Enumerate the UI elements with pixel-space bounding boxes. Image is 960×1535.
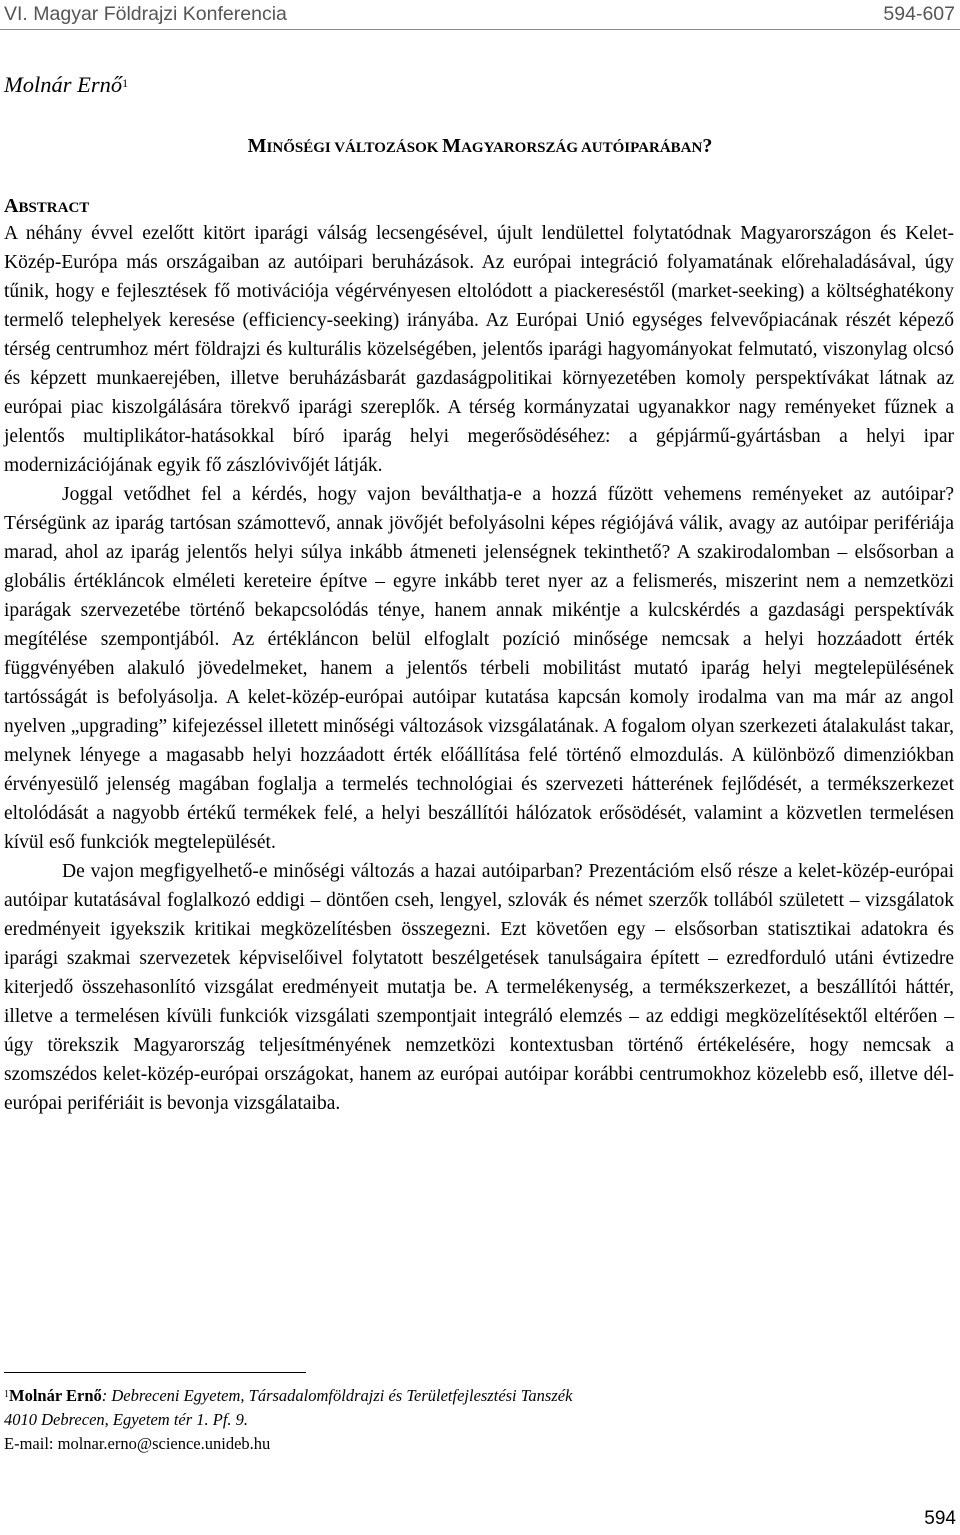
- footnote: [4, 1384, 572, 1456]
- footnote-address: 4010 Debrecen, Egyetem tér 1. Pf. 9.: [4, 1410, 249, 1429]
- abstract-paragraph: Joggal vetődhet fel a kérdés, hogy vajon beválthatja-e a hozzá fűzött vehemens reményeket az autóipar? Térségünk az iparág tartósan számottevő, annak jövőjét befolyásolni képes régiójává válik, avagy az autóipar perifériája marad, ahol az iparág jelentős helyi súlya inkább átmeneti jelenségnek tekinthető? A szakirodalomban – elsősorban a globális értékláncok elméleti kereteire építve – egyre inkább teret nyer az a felismerés, miszerint nem a nemzetközi iparágak szervezetébe történő bekapcsolódás ténye, hanem annak mikéntje a kulcskérdés a gazdasági perspektívák megítélése szempontjából. Az értékláncon belül elfoglalt pozíció minősége nemcsak a helyi hozzáadott érték függvényében alakuló jövedelmeket, hanem a jelentős térbeli mobilitást mutató iparág helyi megtelepülésének tartósságát is befolyásolja. A kelet-közép-európai autóipar kutatása kapcsán komoly irodalma van ma már az angol nyelven „upgrading” kifejezéssel illetett minőségi változások vizsgálatának. A fogalom olyan szerkezeti átalakulást takar, melynek lényege a magasabb helyi hozzáadott érték előállítása felé történő elmozdulás. A különböző dimenziókban érvényesülő jelenség magában foglalja a termelés technológiai és szervezeti hátterének fejlődését, a termékszerkezet eltolódását a nagyobb értékű termékek felé, a helyi beszállítói hálózatok erősödését, valamint a közvetlen termelésen kívül eső funkciók megtelepülését.: [4, 484, 954, 853]
- conference-name: VI. Magyar Földrajzi Konferencia: [4, 3, 287, 25]
- title-part: ?: [702, 135, 713, 157]
- footnote-email[interactable]: molnar.erno@science.unideb.hu: [57, 1434, 271, 1453]
- footnote-affiliation: : Debreceni Egyetem, Társadalomföldrajzi és Területfejlesztési Tanszék: [101, 1386, 573, 1405]
- author-name: Molnár Ernő: [4, 72, 123, 97]
- title-part: M: [442, 135, 462, 157]
- footnote-author-name: Molnár Ernő: [9, 1386, 102, 1405]
- author-footnote-mark[interactable]: 1: [122, 76, 129, 90]
- page-range: 594-607: [883, 3, 955, 25]
- abstract-heading-part: A: [4, 195, 19, 217]
- footnote-separator: [4, 1372, 306, 1373]
- abstract-heading: [4, 192, 89, 222]
- title-part: M: [247, 135, 267, 157]
- author-line: [4, 71, 128, 99]
- title-part: AGYARORSZÁG AUTÓIPARÁBAN: [461, 140, 703, 156]
- title-part: INŐSÉGI VÁLTOZÁSOK: [266, 140, 443, 156]
- abstract-paragraph: A néhány évvel ezelőtt kitört iparági válság lecsengésével, újult lendülettel folytatódnak Magyarországon és Kelet-Közép-Európa más országaiban az autóipari beruházások. Az európai integráció folyamatának előrehaladásával, úgy tűnik, hogy e fejlesztések fő motivációja végérvényesen eltolódott a piackereséstől (market-seeking) a költséghatékony termelő telephelyek keresése (efficiency-seeking) irányába. Az Európai Unió egységes felvevőpiacának részét képező térség centrumhoz mért földrajzi és kulturális közelségében, jelentős iparági hagyományokat felmutató, viszonylag olcsó és képzett munkaerejében, illetve beruházásbarát gazdaságpolitikai környezetében komoly perspektívákat látnak az európai piac kiszolgálására törekvő iparági szereplők. A térség kormányzatai ugyanakkor nagy reményeket fűznek a jelentős multiplikátor-hatásokkal bíró iparág helyi megerősödéséhez: a gépjármű-gyártásban a helyi ipar modernizációjának egyik fő zászlóvivőjét látják.: [4, 223, 954, 476]
- abstract-body: [4, 219, 954, 1118]
- footnote-line-1: [4, 1384, 572, 1408]
- footnote-email-label: E-mail:: [4, 1434, 58, 1453]
- running-header: [0, 0, 960, 30]
- abstract-paragraph: De vajon megfigyelhető-e minőségi változás a hazai autóiparban? Prezentációm első része a kelet-közép-európai autóipar kutatásával foglalkozó eddigi – döntően cseh, lengyel, szlovák és német szerzők tollából született – vizsgálatok eredményeit igyekszik kritikai megközelítésben összegezni. Ezt követően egy – elsősorban statisztikai adatokra és iparági szakmai szervezetek képviselőivel folytatott beszélgetések tanulságaira épített – ezredforduló utáni évtizedre kiterjedő összehasonlító vizsgálat eredményeit mutatja be. A termelékenység, a termékszerkezet, a beszállítói háttér, illetve a termelésen kívüli funkciók vizsgálati szempontjait integráló elemzés – az eddigi megközelítésektől eltérően – úgy törekszik Magyarország teljesítményének nemzetközi kontextusban történő értékelésére, hogy nemcsak a szomszédos kelet-közép-európai országokat, hanem az európai autóipar korábbi centrumokhoz közelebb eső, illetve dél-európai perifériáit is bevonja vizsgálataiba.: [4, 861, 954, 1114]
- footnote-mark: 1: [4, 1389, 9, 1400]
- abstract-heading-part: BSTRACT: [18, 200, 90, 216]
- footnote-line-3: [4, 1432, 572, 1456]
- page-number: 594: [924, 1508, 956, 1529]
- paper-title: [0, 132, 960, 162]
